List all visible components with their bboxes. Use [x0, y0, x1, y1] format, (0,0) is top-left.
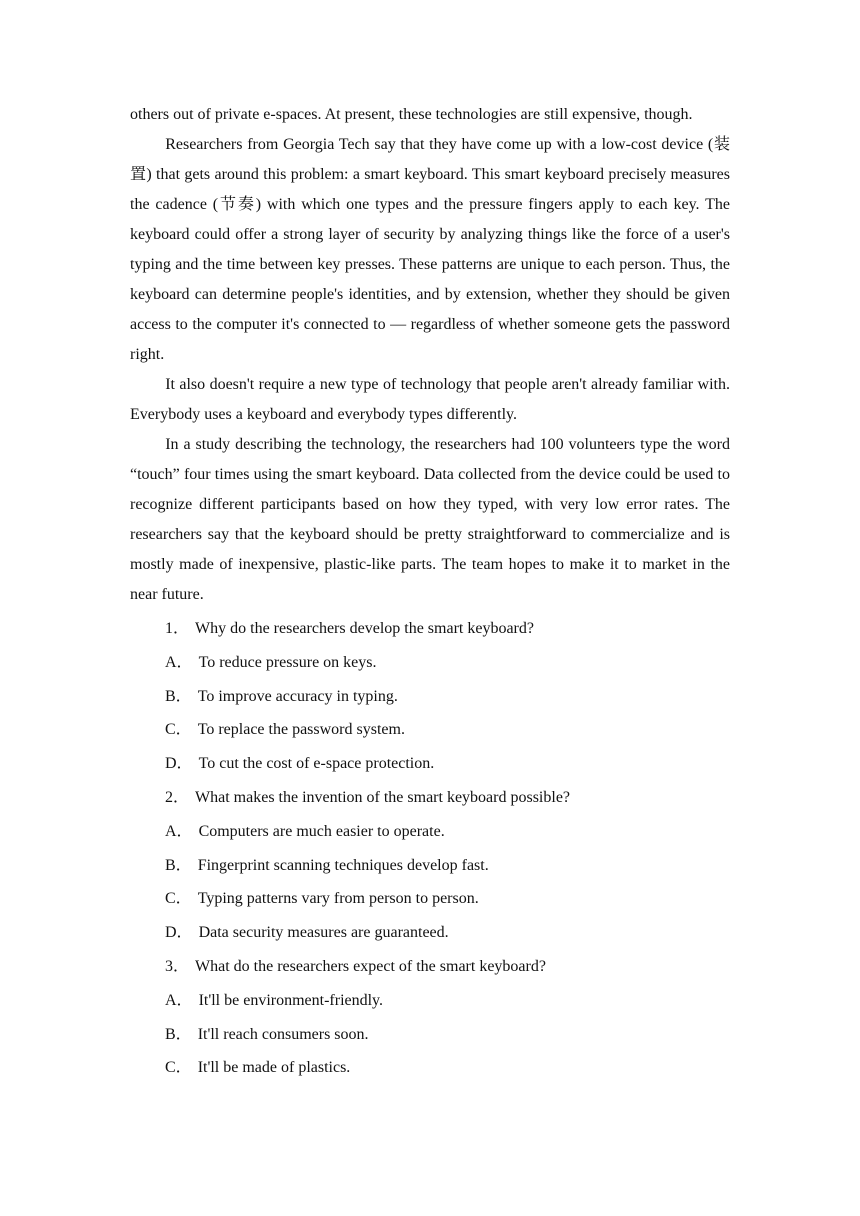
option-letter: B．: [165, 687, 192, 705]
reading-passage: [130, 100, 730, 610]
option-letter: A．: [165, 991, 193, 1009]
question-text: What makes the invention of the smart keyboard possible?: [195, 788, 571, 806]
question-2-option-b: [130, 849, 730, 883]
option-text: To reduce pressure on keys.: [198, 653, 377, 671]
question-number: 3．: [165, 957, 190, 975]
option-text: To cut the cost of e-space protection.: [198, 755, 435, 773]
question-2-stem: [130, 781, 730, 815]
option-letter: C．: [165, 1059, 192, 1077]
option-text: It'll be environment-friendly.: [198, 991, 384, 1009]
option-text: Fingerprint scanning techniques develop fast.: [197, 856, 489, 874]
option-letter: C．: [165, 890, 192, 908]
passage-paragraph-2: Researchers from Georgia Tech say that they have come up with a low-cost device (装置) that gets around this problem: a smart keyboard. This smart keyboard precisely measures the cadence (节奏) with which one types and the pressure fingers apply to each key. The keyboard could offer a strong layer of security by analyzing things like the force of a user's typing and the time between key presses. These patterns are unique to each person. Thus, the keyboard can determine people's identities, and by extension, whether they should be given access to the computer it's connected to — regardless of whether someone gets the password right.: [130, 136, 730, 363]
option-letter: B．: [165, 856, 192, 874]
question-2-option-d: [130, 916, 730, 950]
question-3-stem: [130, 950, 730, 984]
question-3-option-a: [130, 984, 730, 1018]
option-letter: D．: [165, 924, 193, 942]
option-text: To improve accuracy in typing.: [197, 687, 398, 705]
question-2-option-a: [130, 815, 730, 849]
passage-paragraph-1: others out of private e-spaces. At present, these technologies are still expensive, though.: [130, 106, 693, 123]
option-text: It'll reach consumers soon.: [197, 1025, 369, 1043]
question-list: [130, 612, 730, 1085]
question-3-option-c: [130, 1051, 730, 1085]
option-text: To replace the password system.: [197, 721, 405, 739]
option-letter: D．: [165, 755, 193, 773]
question-1-option-b: [130, 680, 730, 714]
question-1-option-a: [130, 646, 730, 680]
question-2-option-c: [130, 882, 730, 916]
option-text: Data security measures are guaranteed.: [198, 924, 449, 942]
question-text: Why do the researchers develop the smart keyboard?: [195, 620, 534, 637]
question-number: 1．: [165, 620, 190, 637]
passage-paragraph-3: It also doesn't require a new type of technology that people aren't already familiar with. Everybody uses a keyboard and everybody types differently.: [130, 376, 730, 423]
question-number: 2．: [165, 788, 190, 806]
question-text: What do the researchers expect of the smart keyboard?: [195, 957, 546, 975]
document-page: [130, 100, 730, 1085]
question-3-option-b: [130, 1018, 730, 1052]
question-1-option-c: [130, 713, 730, 747]
option-text: Typing patterns vary from person to person.: [197, 890, 479, 908]
question-1-stem: [130, 612, 730, 646]
option-letter: A．: [165, 653, 193, 671]
question-1-option-d: [130, 747, 730, 781]
option-text: Computers are much easier to operate.: [198, 822, 445, 840]
passage-paragraph-4: In a study describing the technology, the researchers had 100 volunteers type the word “touch” four times using the smart keyboard. Data collected from the device could be used to recognize different participants based on how they typed, with very low error rates. The researchers say that the keyboard should be pretty straightforward to commercialize and is mostly made of inexpensive, plastic-like parts. The team hopes to make it to market in the near future.: [130, 436, 730, 603]
option-letter: A．: [165, 822, 193, 840]
option-text: It'll be made of plastics.: [197, 1059, 351, 1077]
option-letter: B．: [165, 1025, 192, 1043]
option-letter: C．: [165, 721, 192, 739]
